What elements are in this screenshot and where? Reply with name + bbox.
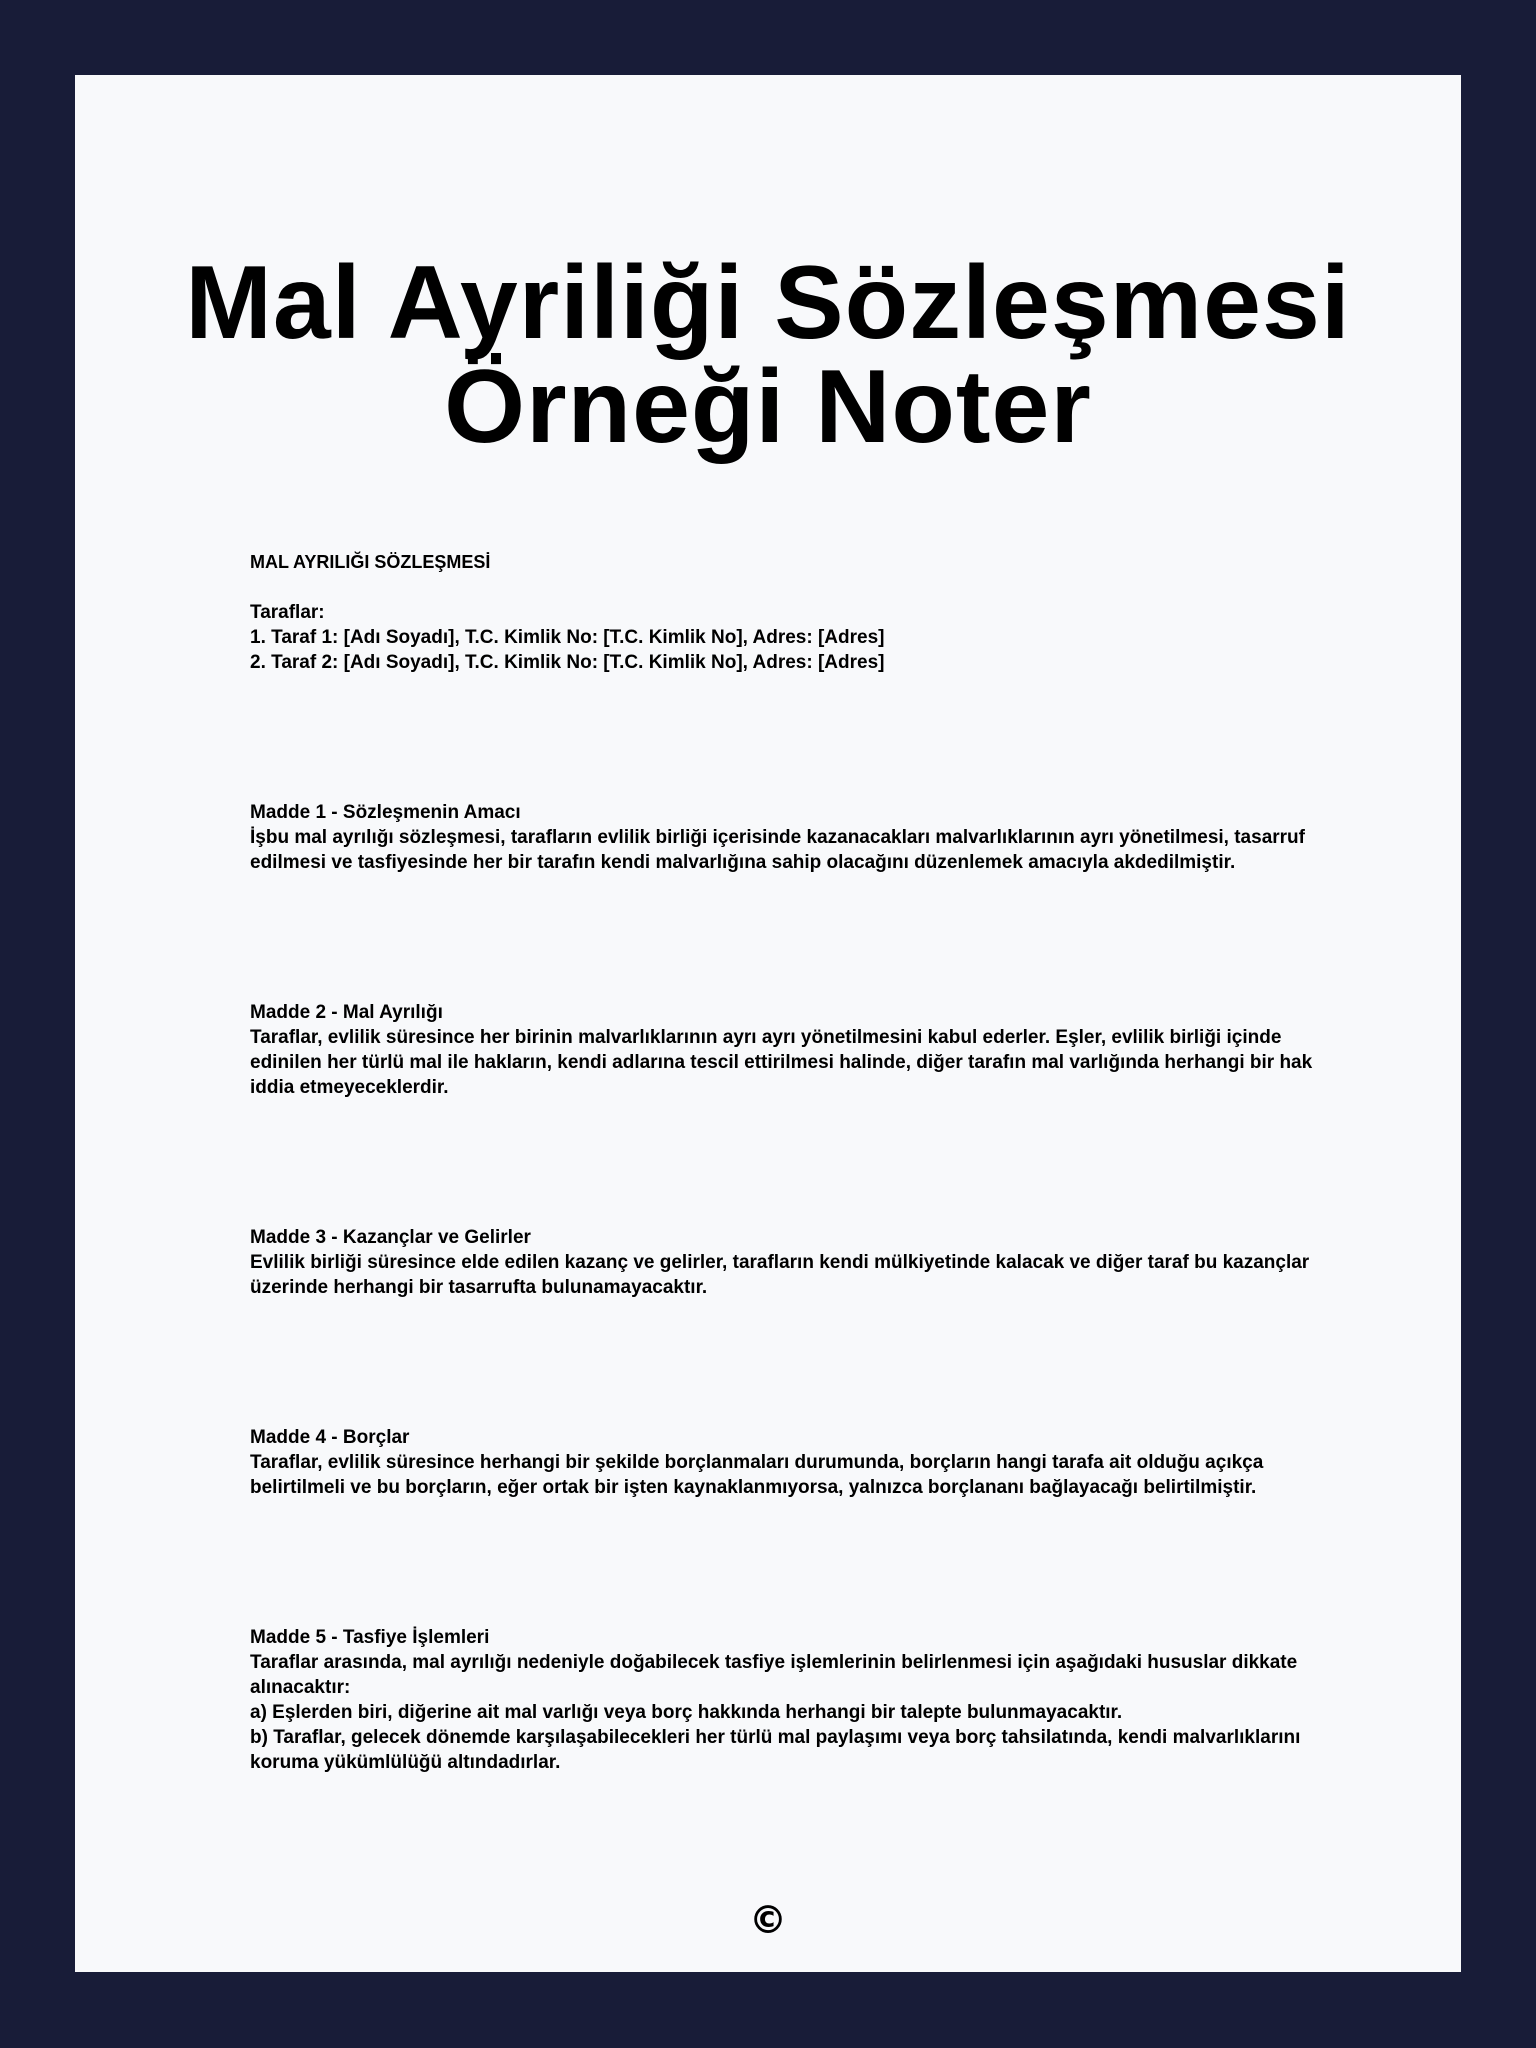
clause-title: Madde 2 - Mal Ayrılığı [250,1002,443,1023]
clause-4 [250,1425,1350,1500]
clause-body: Taraflar, evlilik süresince her birinin malvarlıklarının ayrı ayrı yönetilmesini kabul ederler. Eşler, evlilik birliği içinde edinilen her türlü mal ile hakların, kendi adlarına tescil ettirilmesi halinde, diğer tarafın mal varlığında herhangi bir hak iddia etmeyeceklerdir. [250,1027,1313,1098]
clause-title: Madde 4 - Borçlar [250,1427,410,1448]
clause-2 [250,1000,1350,1100]
clause-item-a: a) Eşlerden biri, diğerine ait mal varlığı veya borç hakkında herhangi bir talepte bulunmayacaktır. [250,1702,1123,1723]
clause-3 [250,1225,1350,1300]
contract-body [250,550,1350,1775]
contract-heading: MAL AYRILIĞI SÖZLEŞMESİ [250,552,491,572]
page-title: Mal Ayriliği Sözleşmesi Örneği Noter [185,245,1351,465]
party-2: 2. Taraf 2: [Adı Soyadı], T.C. Kimlik No: [T.C. Kimlik No], Adres: [Adres] [250,652,885,673]
clause-body: Taraflar, evlilik süresince herhangi bir şekilde borçlanmaları durumunda, borçların hangi tarafa ait olduğu açıkça belirtilmeli ve bu borçların, eğer ortak bir işten kaynaklanmıyorsa, yalnızca borçlananı bağlayacağı belirtilmiştir. [250,1452,1264,1498]
clause-5 [250,1625,1350,1775]
document-page [75,75,1461,1972]
clause-title: Madde 1 - Sözleşmenin Amacı [250,802,521,823]
clause-1 [250,800,1350,875]
clause-body: Evlilik birliği süresince elde edilen kazanç ve gelirler, tarafların kendi mülkiyetinde kalacak ve diğer taraf bu kazançlar üzerinde herhangi bir tasarrufta bulunamayacaktır. [250,1252,1310,1298]
parties-section [250,600,1350,675]
clause-body: İşbu mal ayrılığı sözleşmesi, tarafların evlilik birliği içerisinde kazanacakları malvarlıklarının ayrı yönetilmesi, tasarruf edilmesi ve tasfiyesinde her bir tarafın kendi malvarlığına sahip olacağını düzenlemek amacıyla akdedilmiştir. [250,827,1305,873]
parties-label: Taraflar: [250,602,325,623]
clause-title: Madde 5 - Tasfiye İşlemleri [250,1627,490,1648]
clause-body: Taraflar arasında, mal ayrılığı nedeniyle doğabilecek tasfiye işlemlerinin belirlenmesi için aşağıdaki hususlar dikkate alınacaktır: [250,1652,1298,1698]
clause-title: Madde 3 - Kazançlar ve Gelirler [250,1227,531,1248]
party-1: 1. Taraf 1: [Adı Soyadı], T.C. Kimlik No: [T.C. Kimlik No], Adres: [Adres] [250,627,885,648]
copyright-icon: © [749,1898,787,1942]
clause-item-b: b) Taraflar, gelecek dönemde karşılaşabilecekleri her türlü mal paylaşımı veya borç tahsilatında, kendi malvarlıklarını koruma yükümlülüğü altındadırlar. [250,1727,1301,1773]
